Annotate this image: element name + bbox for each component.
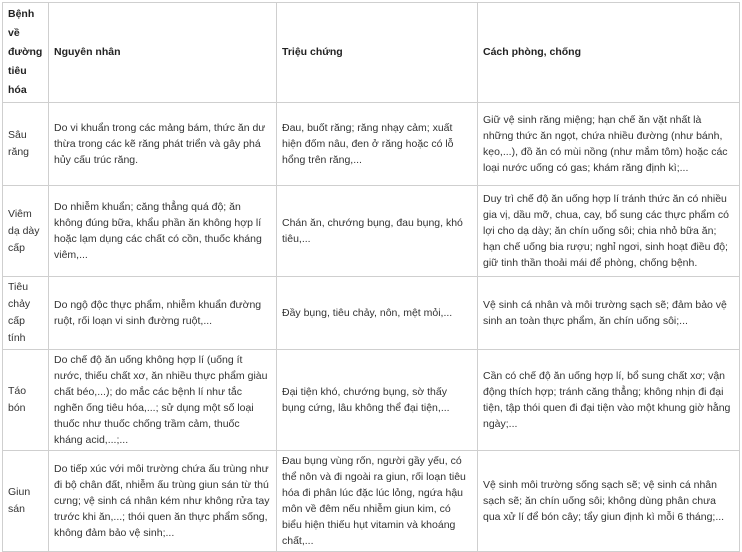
table-row (3, 350, 740, 451)
cause-cell: Do ngộ độc thực phẩm, nhiễm khuẩn đường ruột, rối loạn vi sinh đường ruột,... (49, 277, 277, 350)
header-prevention: Cách phòng, chống (478, 3, 740, 103)
prevention-cell: Vệ sinh môi trường sống sạch sẽ; vệ sinh cá nhân sạch sẽ; ăn chín uống sôi; không dùng phân chưa qua xử lí để bón cây; tẩy giun định kì mỗi 6 tháng;... (478, 451, 740, 552)
table-row (3, 186, 740, 277)
symptoms-cell: Chán ăn, chướng bụng, đau bụng, khó tiêu,... (277, 186, 478, 277)
header-symptoms: Triệu chứng (277, 3, 478, 103)
header-disease: Bệnh về đường tiêu hóa (3, 3, 49, 103)
table-row (3, 451, 740, 552)
cause-cell: Do nhiễm khuẩn; căng thẳng quá độ; ăn không đúng bữa, khẩu phần ăn không hợp lí hoặc lạm dụng các chất có cồn, thuốc kháng viêm,... (49, 186, 277, 277)
prevention-cell: Giữ vệ sinh răng miệng; hạn chế ăn vặt nhất là những thức ăn ngọt, chứa nhiều đường (như bánh, kẹo,...), đồ ăn có mùi nồng (như mắm tôm) hoặc các loại nước uống có gas; khám răng định kì;... (478, 103, 740, 186)
table-row (3, 103, 740, 186)
header-row (3, 3, 740, 103)
symptoms-cell: Đầy bụng, tiêu chảy, nôn, mệt mỏi,... (277, 277, 478, 350)
disease-name: Táo bón (3, 350, 49, 451)
symptoms-cell: Đau bụng vùng rốn, người gầy yếu, có thể nôn và đi ngoài ra giun, rối loạn tiêu hóa đi phân lúc đặc lúc lỏng, ngứa hậu môn về đêm nếu nhiễm giun kim, có biểu hiện thiếu hụt vitamin và khoáng chất,... (277, 451, 478, 552)
prevention-cell: Duy trì chế độ ăn uống hợp lí tránh thức ăn có nhiều gia vị, dầu mỡ, chua, cay, bổ sung các thực phẩm có lợi cho dạ dày; ăn chín uống sôi; chia nhỏ bữa ăn; hạn chế uống bia rượu; nghỉ ngơi, sinh hoạt điều độ; giữ tinh thần thoải mái để phòng, chống bệnh. (478, 186, 740, 277)
header-cause: Nguyên nhân (49, 3, 277, 103)
disease-name: Tiêu chảy cấp tính (3, 277, 49, 350)
cause-cell: Do vi khuẩn trong các mảng bám, thức ăn dư thừa trong các kẽ răng phát triển và gây phá hủy cấu trúc răng. (49, 103, 277, 186)
prevention-cell: Vệ sinh cá nhân và môi trường sạch sẽ; đảm bảo vệ sinh an toàn thực phẩm, ăn chín uống sôi;... (478, 277, 740, 350)
disease-name: Sâu răng (3, 103, 49, 186)
table-row (3, 277, 740, 350)
disease-name: Viêm dạ dày cấp (3, 186, 49, 277)
cause-cell: Do tiếp xúc với môi trường chứa ấu trùng như đi bộ chân đất, nhiễm ấu trùng giun sán từ thú cưng; vệ sinh cá nhân kém như không rửa tay trước khi ăn,...; thói quen ăn thực phẩm sống, không đảm bảo vệ sinh;... (49, 451, 277, 552)
cause-cell: Do chế độ ăn uống không hợp lí (uống ít nước, thiếu chất xơ, ăn nhiều thực phẩm giàu chất béo,...); do mắc các bệnh lí như tắc nghẽn ống tiêu hóa,...; sử dụng một số loại thuốc như thuốc chống trầm cảm, thuốc kháng acid,...;... (49, 350, 277, 451)
digestive-disease-table (2, 2, 740, 552)
disease-name: Giun sán (3, 451, 49, 552)
prevention-cell: Cần có chế độ ăn uống hợp lí, bổ sung chất xơ; vận động thích hợp; tránh căng thẳng; không nhịn đi đại tiện, tập thói quen đi đại tiện vào một khung giờ hằng ngày;... (478, 350, 740, 451)
symptoms-cell: Đau, buốt răng; răng nhạy cảm; xuất hiện đốm nâu, đen ở răng hoặc có lỗ hổng trên răng,... (277, 103, 478, 186)
symptoms-cell: Đại tiện khó, chướng bụng, sờ thấy bụng cứng, lâu không thể đại tiện,... (277, 350, 478, 451)
